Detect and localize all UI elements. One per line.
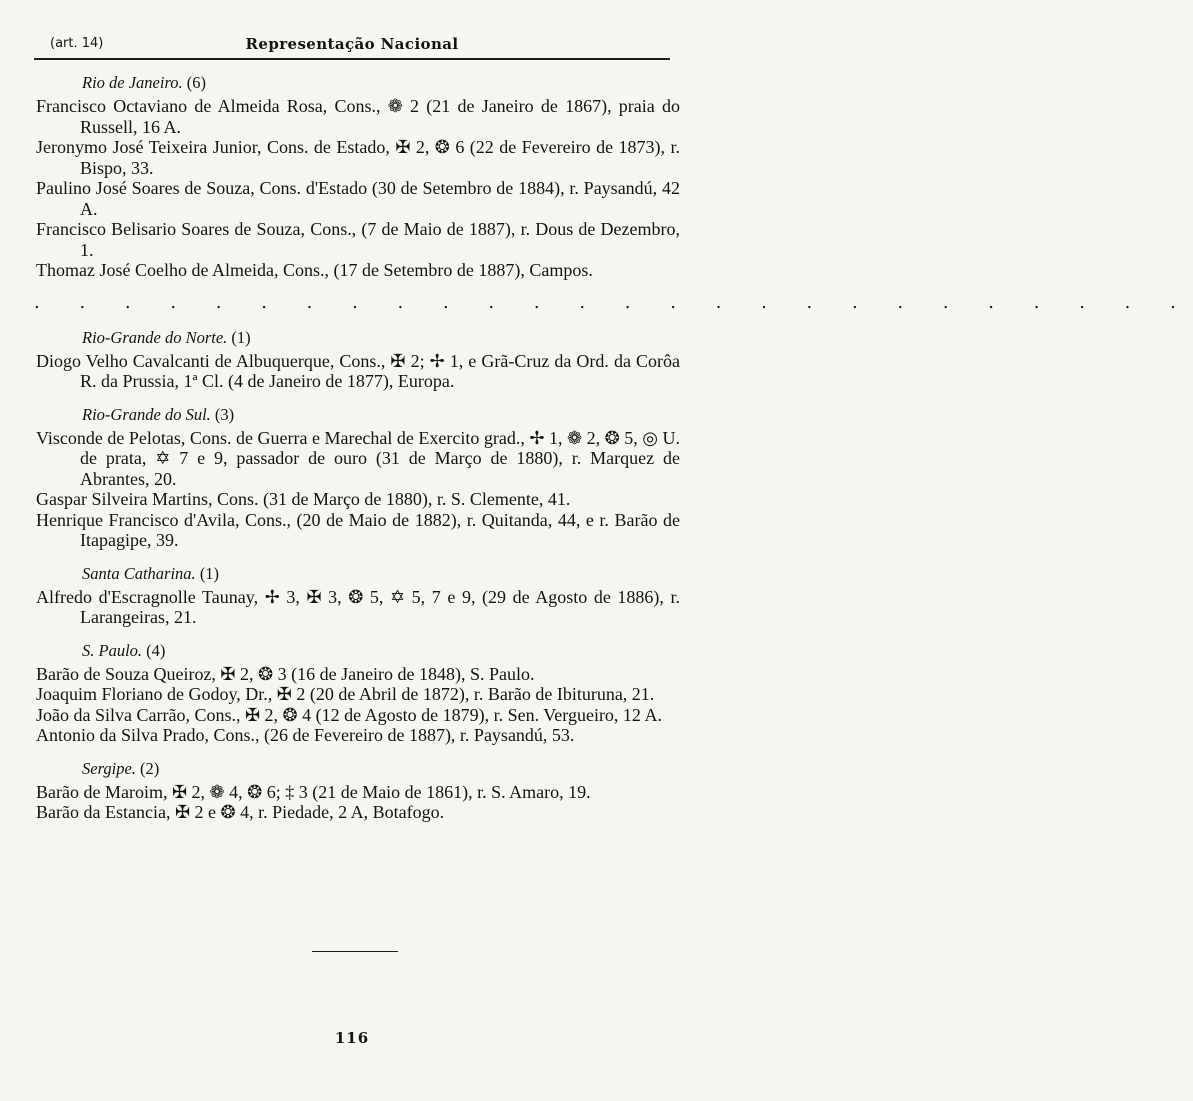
senator-entry: Paulino José Soares de Souza, Cons. d'Estado (30 de Setembro de 1884), r. Paysandú, 42 A. <box>36 178 680 219</box>
province-section <box>30 404 680 551</box>
running-title: Representação Nacional <box>245 35 459 53</box>
senator-entry: Diogo Velho Cavalcanti de Albuquerque, Cons., ✠ 2; ✢ 1, e Grã-Cruz da Ord. da Corôa R. da Prussia, 1ª Cl. (4 de Janeiro de 1877), Europa. <box>36 350 680 391</box>
province-name: Rio-Grande do Sul. <box>82 404 211 424</box>
province-section <box>30 563 680 628</box>
closing-rule <box>312 951 398 952</box>
province-count: (3) <box>214 404 235 424</box>
senator-entry: Francisco Octaviano de Almeida Rosa, Cons., ❁ 2 (21 de Janeiro de 1867), praia do Russell, 16 A. <box>36 96 680 137</box>
province-section <box>30 327 680 392</box>
omission-dots: . . . . . . . . . . . . . . . . . . . . . . . . . . <box>34 291 1193 313</box>
senator-entry: João da Silva Carrão, Cons., ✠ 2, ❂ 4 (12 de Agosto de 1879), r. Sen. Vergueiro, 12 A. <box>36 704 662 725</box>
senator-entry: Joaquim Floriano de Godoy, Dr., ✠ 2 (20 de Abril de 1872), r. Barão de Ibituruna, 21. <box>36 684 655 704</box>
senator-entry: Jeronymo José Teixeira Junior, Cons. de Estado, ✠ 2, ❂ 6 (22 de Fevereiro de 1873), r. Bispo, 33. <box>36 137 680 178</box>
running-header <box>34 36 670 60</box>
province-section <box>30 72 680 281</box>
province-section <box>30 640 680 746</box>
province-name: Rio-Grande do Norte. <box>82 327 228 347</box>
senator-entry: Alfredo d'Escragnolle Taunay, ✢ 3, ✠ 3, ❂ 5, ✡ 5, 7 e 9, (29 de Agosto de 1886), r. Larangeiras, 21. <box>36 586 680 627</box>
province-count: (6) <box>186 73 207 92</box>
province-heading <box>30 404 680 426</box>
senator-entry: Barão de Maroim, ✠ 2, ❁ 4, ❂ 6; ‡ 3 (21 de Maio de 1861), r. S. Amaro, 19. <box>36 781 591 802</box>
province-name: Sergipe. <box>82 758 136 778</box>
province-count: (1) <box>199 563 220 583</box>
article-reference: (art. 14) <box>50 36 104 51</box>
province-heading <box>30 758 680 780</box>
senator-entry: Gaspar Silveira Martins, Cons. (31 de Março de 1880), r. S. Clemente, 41. <box>36 489 571 509</box>
senator-entry: Thomaz José Coelho de Almeida, Cons., (17 de Setembro de 1887), Campos. <box>36 260 593 280</box>
province-name: Rio de Janeiro. <box>82 73 183 92</box>
province-heading <box>30 327 680 349</box>
province-heading <box>30 563 680 585</box>
province-section <box>30 758 680 823</box>
senator-entry: Visconde de Pelotas, Cons. de Guerra e Marechal de Exercito grad., ✢ 1, ❁ 2, ❂ 5, ◎ U. de prata, ✡ 7 e 9, passador de ouro (31 de Março de 1880), r. Marquez de Abrantes, 20. <box>36 427 680 489</box>
senators-list <box>30 72 1193 835</box>
senator-entry: Barão da Estancia, ✠ 2 e ❂ 4, r. Piedade, 2 A, Botafogo. <box>36 802 445 822</box>
page-number: 116 <box>334 1029 370 1047</box>
province-count: (1) <box>231 327 251 347</box>
senator-entry: Henrique Francisco d'Avila, Cons., (20 de Maio de 1882), r. Quitanda, 44, e r. Barão de Itapagipe, 39. <box>36 509 680 550</box>
senator-entry: Antonio da Silva Prado, Cons., (26 de Fevereiro de 1887), r. Paysandú, 53. <box>36 725 575 745</box>
province-heading <box>30 640 680 662</box>
senator-entry: Barão de Souza Queiroz, ✠ 2, ❂ 3 (16 de Janeiro de 1848), S. Paulo. <box>36 663 535 684</box>
senator-entry: Francisco Belisario Soares de Souza, Cons., (7 de Maio de 1887), r. Dous de Dezembro, 1. <box>36 219 680 260</box>
province-count: (2) <box>140 758 160 778</box>
province-heading <box>30 72 680 94</box>
province-name: Santa Catharina. <box>82 563 196 583</box>
province-name: S. Paulo. <box>82 640 143 660</box>
province-count: (4) <box>146 640 166 660</box>
